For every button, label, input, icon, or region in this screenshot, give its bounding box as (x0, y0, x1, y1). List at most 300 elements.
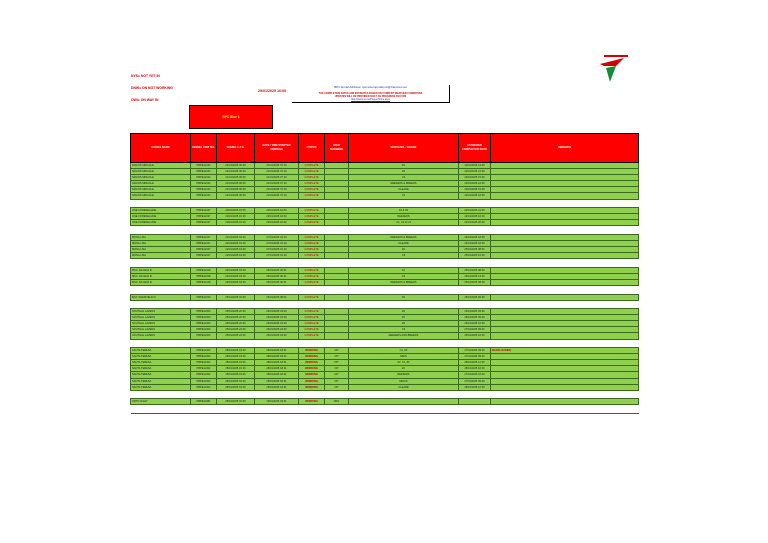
table-cell: C3 (349, 327, 459, 333)
table-cell: 23/01/2025 10:00 (255, 220, 299, 226)
table-cell: WORKING (299, 378, 325, 384)
table-cell: 26/01/2025 16:00 (459, 321, 491, 327)
table-cell: 22/01/2025 20:00 (459, 220, 491, 226)
column-header: HOLD NUMBERS (325, 134, 349, 163)
spacer-cell (191, 339, 217, 348)
spacer-cell (325, 300, 349, 309)
table-cell: PBPE11344 (191, 175, 217, 181)
table-cell: MSC JULIANA III (131, 279, 191, 285)
table-cell: 21/01/2025 06:00 (217, 181, 255, 187)
table-cell: #3 (349, 169, 459, 175)
table-cell: NAVIOS MIRACLE (131, 163, 191, 169)
table-cell: OIT (325, 354, 349, 360)
table-cell: PBPE11302 (191, 378, 217, 384)
table-cell: WORKING (299, 399, 325, 405)
table-cell: #5 (349, 321, 459, 327)
spacer-cell (325, 286, 349, 295)
berth-banner (189, 105, 273, 129)
table-cell: 28/01/2025 19:00 (217, 366, 255, 372)
table-cell: 21/01/2025 07:19 (255, 163, 299, 169)
table-cell: COMPLETE (299, 267, 325, 273)
table-cell: WORKING (299, 348, 325, 354)
table-cell: OIT (325, 360, 349, 366)
table-cell: NSO (325, 399, 349, 405)
table-cell: SANTA TERESA (131, 378, 191, 384)
table-cell: 25/01/2025 00:31 (255, 279, 299, 285)
table-cell: PBPE11347 (191, 220, 217, 226)
spacer-cell (191, 226, 217, 235)
spacer-cell (255, 405, 299, 414)
table-cell: 21/01/2025 06:00 (217, 193, 255, 199)
group-spacer (131, 226, 639, 235)
table-header-row (131, 134, 639, 163)
table-cell: 28/01/2025 18:31 (255, 372, 299, 378)
spacer-cell (131, 339, 191, 348)
table-cell: PBPE11381 (191, 399, 217, 405)
table-cell: 26/01/2025 23:00 (255, 315, 299, 321)
spacer-cell (299, 226, 325, 235)
table-cell: #2 (349, 163, 459, 169)
table-cell: 23/01/2025 16:00 (459, 193, 491, 199)
table-cell: PBPE11302 (191, 384, 217, 390)
table-cell: 21/01/2025 06:00 (217, 163, 255, 169)
table-cell: REEFERS & BREEDS (349, 279, 459, 285)
spacer-cell (299, 390, 325, 399)
table-cell: PBPE11300 (191, 327, 217, 333)
table-cell: PBPE11327 (191, 234, 217, 240)
group-spacer (131, 405, 639, 414)
table-cell: 28/01/2025 19:00 (217, 348, 255, 354)
table-cell: REEFERS (349, 214, 459, 220)
table-cell: #3 (349, 309, 459, 315)
table-cell: PBPE11302 (191, 354, 217, 360)
table-cell: ONE FORESEAUDE (131, 208, 191, 214)
table-cell: MONA LISA (131, 253, 191, 259)
table-cell: 28/01/2025 19:00 (217, 384, 255, 390)
spacer-cell (349, 199, 459, 208)
table-cell: 26/01/2025 09:00 (459, 309, 491, 315)
column-header: REMARKS (491, 134, 639, 163)
spacer-cell (255, 286, 299, 295)
column-header: VESSEL E.T.A. (217, 134, 255, 163)
spacer-cell (217, 199, 255, 208)
spacer-cell (217, 390, 255, 399)
table-cell: 24/01/2025 18:00 (217, 273, 255, 279)
table-cell: COMPLETE (299, 208, 325, 214)
table-cell: 22/01/2025 19:00 (459, 163, 491, 169)
table-cell: COMPLETE (299, 193, 325, 199)
notice-block (292, 85, 450, 103)
table-cell: OIT (325, 348, 349, 354)
table-cell: 28/01/2025 16:00 (459, 366, 491, 372)
table-cell: C3 (349, 273, 459, 279)
table-cell: PBPE11300 (191, 309, 217, 315)
table-cell: 25/01/2025 08:00 (459, 279, 491, 285)
table-cell: 21/01/2025 06:00 (217, 187, 255, 193)
table-cell: SANTA TERESA (131, 360, 191, 366)
table-cell: #2 (349, 315, 459, 321)
table-cell: PBPE11347 (191, 208, 217, 214)
table-cell: SANTA TERESA (131, 348, 191, 354)
table-cell: 20/01/2025 15:00 (217, 208, 255, 214)
table-cell: 25/01/2025 01:00 (217, 294, 255, 300)
table-cell: SOUTHAL LAVENS (131, 315, 191, 321)
table-cell: 23/01/2025 15:00 (459, 175, 491, 181)
table-cell: SOUTHAL LAVENS (131, 321, 191, 327)
table-cell: 27/01/2025 16:00 (459, 372, 491, 378)
table-cell: MONA LISA (131, 240, 191, 246)
table-cell: PBPE11302 (191, 360, 217, 366)
table-cell: 28/01/2025 18:31 (255, 378, 299, 384)
table-cell: COMPLETE (299, 333, 325, 339)
notice-email: BPC Email Address: tpsi.sctemporations@transnet.net (334, 85, 407, 89)
table-cell: PBPE11328 (191, 279, 217, 285)
spacer-cell (217, 405, 255, 414)
table-cell: OIT (325, 378, 349, 384)
spacer-cell (491, 226, 639, 235)
notice-line-2: THE COMPLETION DATES ARE ESTIMATES BASED ON CURRENT WEATHER CONDITIONS (318, 92, 423, 95)
group-spacer (131, 286, 639, 295)
table-cell: 22/01/2025 19:00 (217, 240, 255, 246)
table-cell: BACKLOADING (491, 348, 639, 354)
table-cell: 28/01/2025 12:00 (459, 360, 491, 366)
spacer-cell (459, 390, 491, 399)
table-cell: 27/01/2025 09:00 (459, 327, 491, 333)
table-cell: 28/01/2025 19:00 (217, 378, 255, 384)
table-cell: C1 (349, 193, 459, 199)
spacer-cell (325, 199, 349, 208)
spacer-cell (299, 286, 325, 295)
table-cell: WORKING (299, 384, 325, 390)
table-cell: 23/01/2025 10:00 (255, 208, 299, 214)
table-cell: 28/01/2025 19:00 (217, 372, 255, 378)
table-cell: 22/01/2025 19:00 (217, 253, 255, 259)
table-cell: 24/01/2025 18:00 (459, 240, 491, 246)
spacer-cell (349, 390, 459, 399)
spacer-cell (131, 405, 191, 414)
table-cell: 28/01/2025 18:31 (255, 366, 299, 372)
spacer-cell (217, 226, 255, 235)
table-cell: REEFERS & BREEDS (349, 234, 459, 240)
table-cell: PBPE11344 (191, 169, 217, 175)
legend-dnw: DNW= ON NOT WORKING (131, 86, 173, 90)
table-cell: 22/01/2025 21:00 (459, 208, 491, 214)
group-spacer (131, 199, 639, 208)
spacer-cell (491, 300, 639, 309)
spacer-cell (131, 390, 191, 399)
table-cell: REEFERS & BREEDS (349, 181, 459, 187)
spacer-cell (131, 226, 191, 235)
table-cell: 25/01/2025 22:00 (217, 315, 255, 321)
spacer-cell (459, 259, 491, 268)
spacer-cell (299, 199, 325, 208)
table-cell: COMPLETE (299, 294, 325, 300)
table-cell: 25/01/2025 22:00 (217, 333, 255, 339)
table-cell: 27/01/2025 09:00 (459, 378, 491, 384)
table-cell: NAVIOS MIRACLE (131, 187, 191, 193)
spacer-cell (191, 300, 217, 309)
table-cell: 28/01/2025 18:31 (255, 348, 299, 354)
spacer-cell (349, 339, 459, 348)
table-cell: #2, C1, #3 (349, 360, 459, 366)
table-cell: 21/01/2025 07:19 (255, 187, 299, 193)
spacer-cell (217, 286, 255, 295)
spacer-cell (191, 199, 217, 208)
vessel-schedule-table (130, 133, 639, 414)
table-cell: MONA LISA (131, 234, 191, 240)
table-cell: SOUTHAL LAVENS (131, 333, 191, 339)
table-cell: COMPLETE (299, 253, 325, 259)
table-cell: WORKING (299, 372, 325, 378)
table-cell: ONE FORESEAUDE (131, 214, 191, 220)
group-spacer (131, 339, 639, 348)
table-cell: 21/01/2025 06:00 (217, 169, 255, 175)
spacer-cell (191, 405, 217, 414)
table-cell: PBPE11300 (191, 315, 217, 321)
table-cell: COMPLETE (299, 163, 325, 169)
table-cell: NAVIOS MIRACLE (131, 169, 191, 175)
table-cell: 24/01/2025 18:00 (217, 279, 255, 285)
spacer-cell (131, 259, 191, 268)
table-cell: COMPLETE (299, 247, 325, 253)
spacer-cell (491, 259, 639, 268)
table-cell: SANTA TERESA (131, 354, 191, 360)
table-cell: 28/01/2025 19:00 (217, 354, 255, 360)
column-header: VESSEL NAME (131, 134, 191, 163)
table-cell: #2 (349, 267, 459, 273)
column-header: DATE / TIME STARTED WORKING (255, 134, 299, 163)
table-cell: WORKING (299, 354, 325, 360)
table-cell: SANTA TERESA (131, 384, 191, 390)
table-cell: PBPE11302 (191, 372, 217, 378)
spacer-cell (299, 259, 325, 268)
table-cell: 21/01/2025 07:19 (255, 193, 299, 199)
spacer-cell (459, 405, 491, 414)
spacer-cell (349, 286, 459, 295)
notice-link[interactable]: http://transnet.net/Pages/Home.aspx (351, 98, 390, 101)
table-cell: NAVIOS MIRACLE (131, 175, 191, 181)
table-cell: 22/01/2025 16:00 (459, 214, 491, 220)
table-cell: COMPLETE (299, 181, 325, 187)
table-cell: MONA LISA (131, 247, 191, 253)
table-cell: COMPLETE (299, 214, 325, 220)
table-cell: COMPLETE (299, 175, 325, 181)
table-cell: COMPLETE (299, 309, 325, 315)
table-cell: 26/01/2025 23:00 (255, 321, 299, 327)
table-cell: OIT (325, 366, 349, 372)
spacer-cell (491, 339, 639, 348)
table-cell: REEFERS (349, 372, 459, 378)
table-cell: PBPE11327 (191, 247, 217, 253)
table-cell: ONE FORESEAUDE (131, 220, 191, 226)
spacer-cell (459, 300, 491, 309)
table-cell: COMPLETE (299, 321, 325, 327)
table-cell: 22/01/2025 19:00 (217, 247, 255, 253)
table-cell: 29/01/2025 03:31 (255, 399, 299, 405)
table-cell: COMPLETE (299, 273, 325, 279)
spacer-cell (299, 405, 325, 414)
table-cell: CLEARE (349, 240, 459, 246)
spacer-cell (217, 259, 255, 268)
spacer-cell (217, 339, 255, 348)
table-cell: 22/01/2025 19:00 (217, 234, 255, 240)
table-cell: PBPE11328 (191, 273, 217, 279)
table-cell: #2 & #3 (349, 208, 459, 214)
table-cell: COMPLETE (299, 315, 325, 321)
table-cell: 25/01/2025 22:00 (217, 321, 255, 327)
table-cell: 28/01/2025 01:00 (217, 399, 255, 405)
table-cell: 21/01/2025 07:19 (255, 181, 299, 187)
spacer-cell (255, 390, 299, 399)
table-cell: ORTO LIGHT (131, 399, 191, 405)
table-cell: PBPE11300 (191, 321, 217, 327)
column-header: ESTIMATED COMPLETION DATE (459, 134, 491, 163)
table-cell: 27/01/2025 01:19 (255, 247, 299, 253)
table-cell: 23/01/2025 15:00 (459, 187, 491, 193)
table-cell: 27/01/2025 09:00 (459, 348, 491, 354)
spacer-cell (459, 226, 491, 235)
table-cell: 23/01/2025 10:00 (255, 214, 299, 220)
table-cell: 22/01/2025 21:00 (459, 169, 491, 175)
table-cell: 20/01/2025 15:00 (217, 220, 255, 226)
table-cell: #2 (349, 366, 459, 372)
spacer-cell (459, 199, 491, 208)
table-cell: 25/01/2025 00:31 (255, 273, 299, 279)
spacer-cell (191, 286, 217, 295)
column-header: STATUS (299, 134, 325, 163)
spacer-cell (255, 259, 299, 268)
legend-nys: NYS= NOT YET IN (131, 74, 160, 78)
report-timestamp: 29/01/2025 16:00 (258, 89, 287, 93)
table-cell: 25/01/2025 08:00 (459, 267, 491, 273)
spacer-cell (131, 300, 191, 309)
table-cell: 24/01/2025 18:00 (459, 234, 491, 240)
table-cell: 21/01/2025 06:00 (217, 175, 255, 181)
spacer-cell (349, 226, 459, 235)
table-cell: SANTA TERESA (131, 366, 191, 372)
table-cell: 26/01/2025 06:00 (459, 294, 491, 300)
table-cell: PBPE11344 (191, 193, 217, 199)
table-cell: 25/01/2025 15:00 (459, 253, 491, 259)
table-cell: 26/01/2025 23:00 (255, 327, 299, 333)
table-cell: 25/01/2025 13:00 (459, 273, 491, 279)
column-header: BERTH NO. / GRADE (349, 134, 459, 163)
group-spacer (131, 390, 639, 399)
group-spacer (131, 300, 639, 309)
table-cell: SOUTHAL LAVENS (131, 309, 191, 315)
spacer-cell (349, 300, 459, 309)
table-cell: COMPLETE (299, 327, 325, 333)
table-cell: 25/01/2025 00:31 (255, 267, 299, 273)
notice-line-3: UPDATES WILL BE PROVIDED DAILY AS PROGRESS OCCURS (334, 95, 407, 98)
table-cell: 25/01/2025 22:00 (217, 327, 255, 333)
table-cell: #2 (349, 294, 459, 300)
spacer-cell (255, 199, 299, 208)
transnet-logo-icon (594, 54, 634, 84)
table-cell: COMPLETE (299, 169, 325, 175)
table-cell: 28/01/2025 18:31 (255, 354, 299, 360)
legend-owi: OWI= ON WAY IN (131, 98, 159, 102)
table-cell: C3 (349, 253, 459, 259)
spacer-cell (459, 339, 491, 348)
table-cell: MSC JULIANA III (131, 273, 191, 279)
table-cell: PBPE11344 (191, 187, 217, 193)
spacer-cell (491, 390, 639, 399)
spacer-cell (325, 405, 349, 414)
spacer-cell (325, 339, 349, 348)
table-cell: PBPE11327 (191, 253, 217, 259)
table-cell: COMPLETE (299, 234, 325, 240)
table-cell: 28/01/2025 18:31 (255, 384, 299, 390)
spacer-cell (349, 259, 459, 268)
table-cell: #2 (349, 247, 459, 253)
table-cell: PBPE11344 (191, 163, 217, 169)
spacer-cell (325, 390, 349, 399)
table-cell: 25/01/2025 08:01 (255, 294, 299, 300)
table-cell: SOUTHAL LAVENS (131, 327, 191, 333)
group-spacer (131, 259, 639, 268)
table-cell: 24/01/2025 18:00 (217, 267, 255, 273)
table-cell: 21/01/2025 07:19 (255, 175, 299, 181)
table-cell: 26/01/2025 16:00 (459, 333, 491, 339)
table-cell: 26/01/2025 23:00 (255, 333, 299, 339)
table-cell: PBPE11302 (191, 366, 217, 372)
table-cell: NAVIOS MIRACLE (131, 193, 191, 199)
table-cell: PBPE11300 (191, 333, 217, 339)
table-cell: SANTA TERESA (131, 372, 191, 378)
table-cell: REEFERS AND BREEDS (349, 333, 459, 339)
spacer-cell (299, 300, 325, 309)
table-cell: PBPE11302 (191, 348, 217, 354)
spacer-cell (131, 199, 191, 208)
table-cell: MSC SHEFFIELD III (131, 294, 191, 300)
spacer-cell (491, 405, 639, 414)
table-cell: CLEARE (349, 187, 459, 193)
table-cell: COMPLETE (299, 279, 325, 285)
table-cell: 28/01/2025 19:00 (217, 360, 255, 366)
table-cell: 21/01/2025 07:19 (255, 169, 299, 175)
table-cell: 22/01/2025 16:00 (459, 181, 491, 187)
table-cell: NAVIOS MIRACLE (131, 181, 191, 187)
table-cell: 27/01/2025 01:19 (255, 240, 299, 246)
table-cell: CLEARE (349, 384, 459, 390)
table-cell: 27/01/2025 01:19 (255, 253, 299, 259)
table-cell: 27/01/2025 09:00 (459, 354, 491, 360)
spacer-cell (255, 300, 299, 309)
table-cell: 25/01/2025 22:00 (217, 309, 255, 315)
spacer-cell (325, 226, 349, 235)
spacer-cell (191, 259, 217, 268)
table-cell: PBPE11329 (191, 294, 217, 300)
spacer-cell (299, 339, 325, 348)
table-cell: 26/01/2025 23:00 (255, 309, 299, 315)
spacer-cell (255, 226, 299, 235)
table-cell: 26/01/2025 09:00 (459, 315, 491, 321)
table-cell: MSC JULIANA III (131, 267, 191, 273)
spacer-cell (217, 300, 255, 309)
table-cell: 28/01/2025 18:31 (255, 360, 299, 366)
table-cell: PBPE11328 (191, 267, 217, 273)
spacer-cell (131, 286, 191, 295)
spacer-cell (191, 390, 217, 399)
table-cell: OIT (325, 384, 349, 390)
table-cell: COMPLETE (299, 240, 325, 246)
table-cell: COMPLETE (299, 187, 325, 193)
table-cell: MIDS (349, 354, 459, 360)
table-cell: PBPE11344 (191, 181, 217, 187)
table-cell: C1, C2 & C3 (349, 220, 459, 226)
table-cell: WORKING (299, 366, 325, 372)
